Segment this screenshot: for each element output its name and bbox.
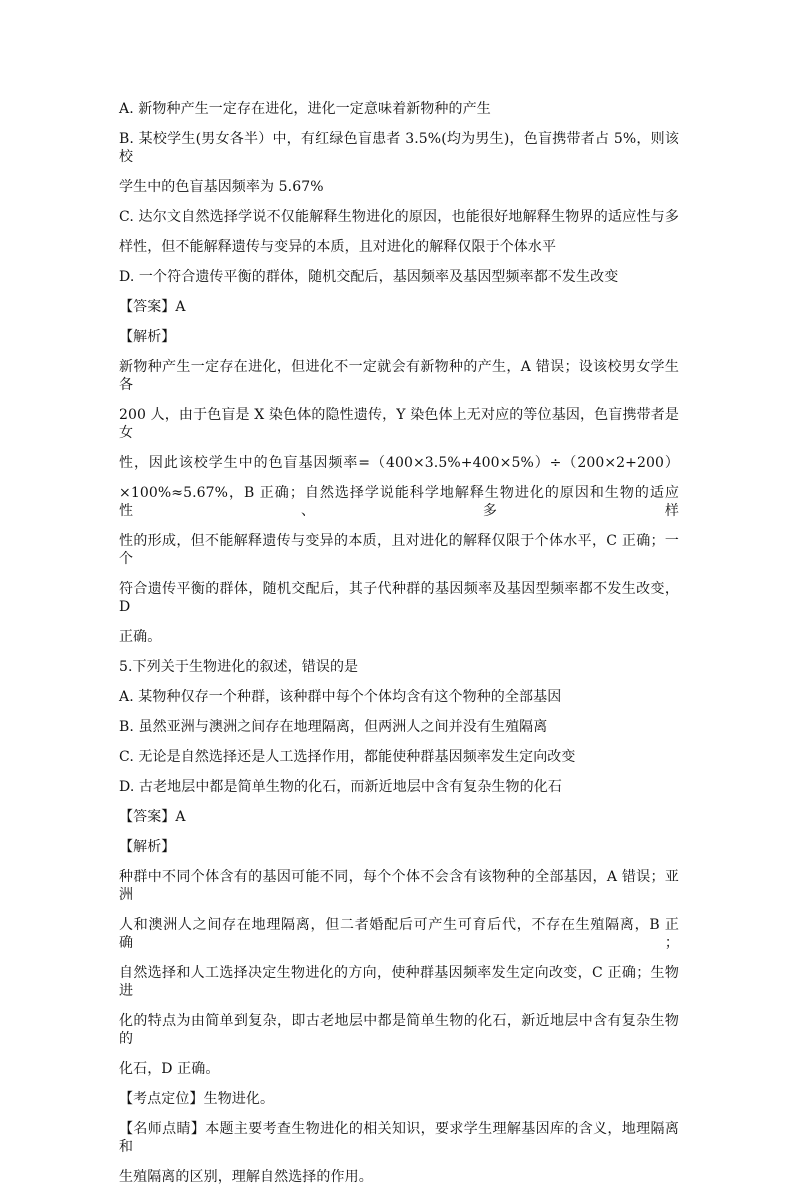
q5-mingshi-line: 生殖隔离的区别，理解自然选择的作用。 bbox=[119, 1169, 373, 1185]
q4-option-d: D. 一个符合遗传平衡的群体，随机交配后，基因频率及基因型频率都不发生改变 bbox=[119, 269, 619, 285]
q5-analysis-line: 种群中不同个体含有的基因可能不同，每个个体不会含有该物种的全部基因，A 错误；亚洲 bbox=[119, 869, 679, 903]
q4-answer: 【答案】A bbox=[119, 299, 186, 315]
q4-option-b-line1: B. 某校学生(男女各半）中，有红绿色盲患者 3.5%(均为男生)，色盲携带者占 5%，则该校 bbox=[119, 131, 679, 165]
q4-analysis-line: 新物种产生一定存在进化，但进化不一定就会有新物种的产生，A 错误；设该校男女学生各 bbox=[119, 359, 679, 393]
q5-option-c: C. 无论是自然选择还是人工选择作用，都能使种群基因频率发生定向改变 bbox=[119, 749, 576, 765]
q4-option-c-line1: C. 达尔文自然选择学说不仅能解释生物进化的原因，也能很好地解释生物界的适应性与多 bbox=[119, 209, 679, 225]
q5-analysis-label: 【解析】 bbox=[119, 839, 176, 855]
q4-analysis-line: ×100%≈5.67%，B 正确；自然选择学说能科学地解释生物进化的原因和生物的适应性、多样 bbox=[119, 485, 679, 519]
q5-stem: 5.下列关于生物进化的叙述，错误的是 bbox=[119, 659, 359, 675]
q4-analysis-label: 【解析】 bbox=[119, 329, 176, 345]
q5-analysis-line: 化石，D 正确。 bbox=[119, 1061, 220, 1077]
q5-mingshi-line: 【名师点睛】本题主要考查生物进化的相关知识，要求学生理解基因库的含义，地理隔离和 bbox=[119, 1121, 679, 1155]
q4-analysis-line: 性的形成，但不能解释遗传与变异的本质，且对进化的解释仅限于个体水平，C 正确；一个 bbox=[119, 533, 679, 567]
q5-analysis-line: 化的特点为由简单到复杂，即古老地层中都是简单生物的化石，新近地层中含有复杂生物的 bbox=[119, 1013, 679, 1047]
q5-answer: 【答案】A bbox=[119, 809, 186, 825]
q4-option-b-line2: 学生中的色盲基因频率为 5.67% bbox=[119, 179, 324, 195]
q5-option-b: B. 虽然亚洲与澳洲之间存在地理隔离，但两洲人之间并没有生殖隔离 bbox=[119, 719, 548, 735]
q4-analysis-line: 性，因此该校学生中的色盲基因频率=（400×3.5%+400×5%）÷（200×2+200） bbox=[119, 455, 679, 471]
q4-option-c-line2: 样性，但不能解释遗传与变异的本质，且对进化的解释仅限于个体水平 bbox=[119, 239, 557, 255]
q4-analysis-line: 200 人，由于色盲是 X 染色体的隐性遗传，Y 染色体上无对应的等位基因，色盲携带者是女 bbox=[119, 407, 679, 441]
q5-kaodian: 【考点定位】生物进化。 bbox=[119, 1091, 275, 1107]
q5-option-d: D. 古老地层中都是简单生物的化石，而新近地层中含有复杂生物的化石 bbox=[119, 779, 562, 795]
q5-analysis-line: 人和澳洲人之间存在地理隔离，但二者婚配后可产生可育后代，不存在生殖隔离，B 正确； bbox=[119, 917, 679, 951]
q4-analysis-line: 正确。 bbox=[119, 629, 162, 645]
q4-analysis-line: 符合遗传平衡的群体，随机交配后，其子代种群的基因频率及基因型频率都不发生改变，D bbox=[119, 581, 679, 615]
q5-analysis-line: 自然选择和人工选择决定生物进化的方向，使种群基因频率发生定向改变，C 正确；生物进 bbox=[119, 965, 679, 999]
q4-option-a: A. 新物种产生一定存在进化，进化一定意味着新物种的产生 bbox=[119, 101, 491, 117]
document-page bbox=[119, 100, 679, 1186]
q5-option-a: A. 某物种仅存一个种群，该种群中每个个体均含有这个物种的全部基因 bbox=[119, 689, 562, 705]
